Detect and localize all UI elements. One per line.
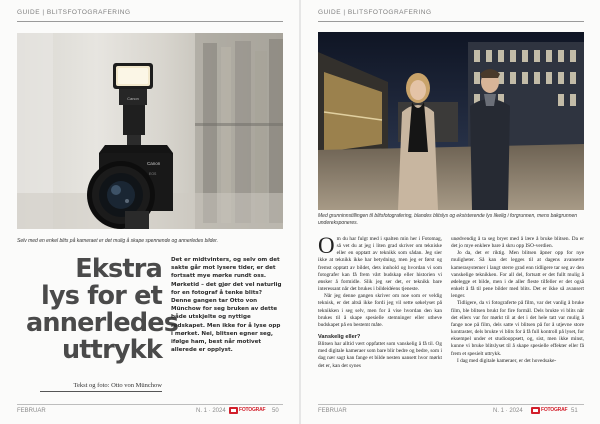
drop-cap: O xyxy=(318,233,335,258)
body-column-2 xyxy=(451,236,584,365)
people-photo xyxy=(318,32,584,210)
svg-text:Canon: Canon xyxy=(127,96,139,101)
photo-caption: Selv med en enkel blits på kameraet er det mulig å skape spennende og annerledes bilder. xyxy=(17,238,219,244)
fotomag-logo-icon xyxy=(531,407,540,414)
right-page xyxy=(301,0,600,424)
svg-text:Canon: Canon xyxy=(147,161,161,166)
footer-month: FEBRUAR xyxy=(17,408,46,414)
footer-rule xyxy=(318,404,584,405)
svg-text:EOS: EOS xyxy=(149,172,157,176)
byline: Tekst og foto: Otto von Münchow xyxy=(73,382,162,389)
title-line: annerledes xyxy=(26,308,179,338)
header-rule xyxy=(318,21,584,22)
fotomag-logo xyxy=(531,406,568,415)
body-paragraph: Blitsen har alltid vært oppfattet som vanskelig å få til. Og med digitale kameraer som bare blir bedre og bedre, som i dag nær sagt kan fange et bilde nesten uansett hvor mørkt det er, kan det synes xyxy=(318,341,442,369)
page-number: 50 xyxy=(272,408,279,414)
footer-month: FEBRUAR xyxy=(318,408,347,414)
header-rule xyxy=(17,21,283,22)
title-line: lys for et xyxy=(41,281,162,311)
photo-caption: Med grunninnstillingen til blitsfotografering, blandes blitslys og eksisterende lys likelig i forgrunnen, mens bakgrunnen undereksponeres. xyxy=(318,213,578,226)
section-header: GUIDE | BLITSFOTOGRAFERING xyxy=(17,9,131,16)
byline-rule xyxy=(40,391,162,392)
section-header: GUIDE | BLITSFOTOGRAFERING xyxy=(318,9,432,16)
fotomag-logo-icon xyxy=(229,407,238,414)
body-paragraph: Tidligere, da vi fotograferte på film, var det vanlig å bruke film, ble blitsen brukt for fire formål. Dels brukte vi blits når det ellers var for mørkt til at det i det hele tatt var mulig å fange noe på film, dels satte vi blitsen på for å utjevne store kontraster, dels brukte vi blits for å få full kontroll på lyset, for eksempel under et studiooppsett, og, sist, men ikke minst, kunne vi bruke blitslyset til å skape spesielle effekter eller få frem et spesielt uttrykk. xyxy=(451,300,584,357)
camera-illustration xyxy=(17,33,283,229)
body-paragraph: Jo da, det er riktig. Men blitsen åpner opp for nye muligheter. Så kan det legges til at dagens avanserte kamerasystemer i langt sterre grad enn tidligere tar seg av den vanskelige teknikken. For all del, fortsatt er det fullt mulig å ødelegge et bilde, men i de aller fleste tilfeller er det også enkelt å få til pene bilder med blits. Det er ikke så avansert lenger. xyxy=(451,250,584,300)
camera-photo xyxy=(17,33,283,229)
logo-text: FOTOGRAF xyxy=(541,407,568,413)
body-column-1 xyxy=(318,233,442,370)
footer-issue: N. 1 · 2024 xyxy=(493,408,523,414)
subheading: Vanskelig eller? xyxy=(318,334,361,341)
title-line: uttrykk xyxy=(61,335,162,365)
body-paragraph: unødvendig å ta seg bryet med å lære å bruke blitsen. Da er det jo mye enklere bare å skru opp ISO-verdien. xyxy=(451,236,584,250)
night-portrait-illustration xyxy=(318,32,584,210)
title-line: Ekstra xyxy=(75,254,162,284)
body-paragraph: Når jeg denne gangen skriver om noe som er veldig teknisk, er det altså ikke fordi jeg vil sette søkelyset på teknikken i seg selv, men for å vise hvordan den kan brukes til å skape spesielle stemninger eller utheve budskapet på en bestemt måte. xyxy=(318,293,442,328)
logo-text: FOTOGRAF xyxy=(239,407,266,413)
footer-issue: N. 1 · 2024 xyxy=(196,408,226,414)
fotomag-logo xyxy=(229,406,266,415)
lead-paragraph: Det er midtvinters, og selv om det sakte går mot lysere tider, er det fortsatt mye mørke rundt oss. Mørketid – det gjør det vel naturlig for en fotograf å tenke blits? Denne gangen tar Otto von Münchow for seg bruken av dette både utskjelte og nyttige redskapet. Men ikke for å lyse opp i mørket. Nei, blitsen egner seg, ifølge ham, best når motivet allerede er opplyst. xyxy=(171,257,282,354)
body-paragraph: m du har fulgt med i spalten min her i Fotomag, så vet du at jeg i liten grad skriver om tekniske eller en opptatt av teknikk som sådan. Jeg sier ikke at teknikk ikke har betydning, men jeg er først og fremst opptatt av bildet, dets innhold og hvordan vi som fotografer kan få frem vårt budskap eller historien vi ønsker å formidle. Slik jeg ser det, er teknikk bare interessant når det brukes i bildeidéens tjeneste. xyxy=(318,236,442,293)
article-title xyxy=(26,254,179,365)
left-page xyxy=(0,0,299,424)
footer-rule xyxy=(17,404,283,405)
page-number: 51 xyxy=(571,408,578,414)
body-paragraph: I dag med digitale kameraer, er det hovedsake- xyxy=(457,357,557,364)
